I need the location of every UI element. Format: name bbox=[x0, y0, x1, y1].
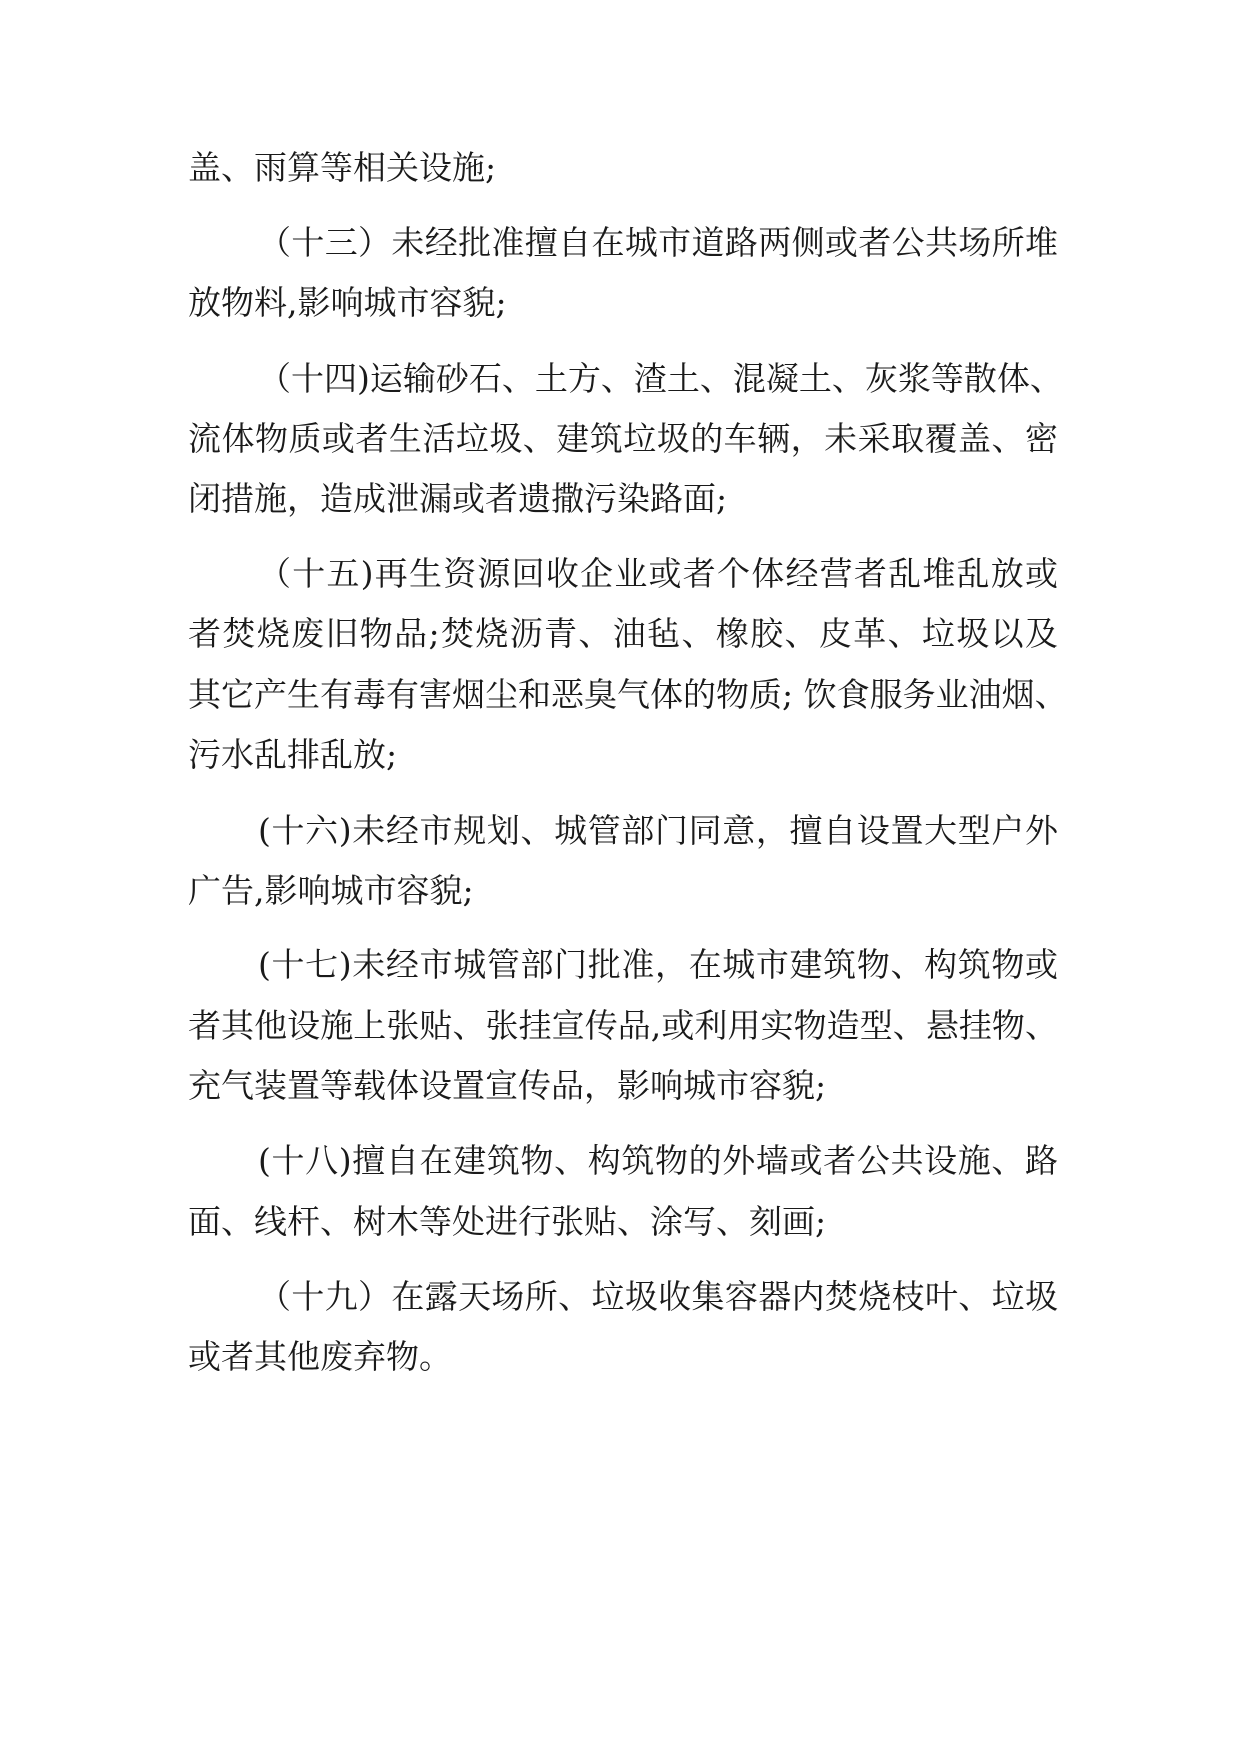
text-line: 者其他设施上张贴、张挂宣传品,或利用实物造型、悬挂物、 bbox=[188, 1006, 1058, 1045]
paragraph-19-line: （十九）在露天场所、垃圾收集容器内焚烧枝叶、垃圾 bbox=[258, 1277, 1058, 1316]
text-line: 盖、雨算等相关设施; bbox=[188, 148, 497, 187]
text-line: 面、线杆、树木等处进行张贴、涂写、刻画; bbox=[188, 1202, 827, 1241]
paragraph-13-line: （十三）未经批准擅自在城市道路两侧或者公共场所堆 bbox=[258, 223, 1058, 262]
text-line: 充气装置等载体设置宣传品，影响城市容貌; bbox=[188, 1066, 827, 1105]
paragraph-16-line: (十六)未经市规划、城管部门同意，擅自设置大型户外 bbox=[258, 811, 1058, 850]
text-line: 闭措施，造成泄漏或者遗撒污染路面; bbox=[188, 479, 728, 518]
text-line: 广告,影响城市容貌; bbox=[188, 871, 474, 910]
paragraph-18-line: (十八)擅自在建筑物、构筑物的外墙或者公共设施、路 bbox=[258, 1141, 1058, 1180]
text-line: 或者其他废弃物。 bbox=[188, 1337, 452, 1376]
paragraph-14-line: （十四)运输砂石、土方、渣土、混凝土、灰浆等散体、 bbox=[258, 359, 1063, 398]
text-line: 者焚烧废旧物品;焚烧沥青、油毡、橡胶、皮革、垃圾以及 bbox=[188, 614, 1058, 653]
text-line: 其它产生有毒有害烟尘和恶臭气体的物质; 饮食服务业油烟、 bbox=[188, 675, 1068, 714]
paragraph-17-line: (十七)未经市城管部门批准，在城市建筑物、构筑物或 bbox=[258, 945, 1058, 984]
text-line: 污水乱排乱放; bbox=[188, 735, 398, 774]
paragraph-15-line: （十五)再生资源回收企业或者个体经营者乱堆乱放或 bbox=[258, 554, 1058, 593]
text-line: 流体物质或者生活垃圾、建筑垃圾的车辆，未采取覆盖、密 bbox=[188, 419, 1058, 458]
text-line: 放物料,影响城市容貌; bbox=[188, 283, 507, 322]
